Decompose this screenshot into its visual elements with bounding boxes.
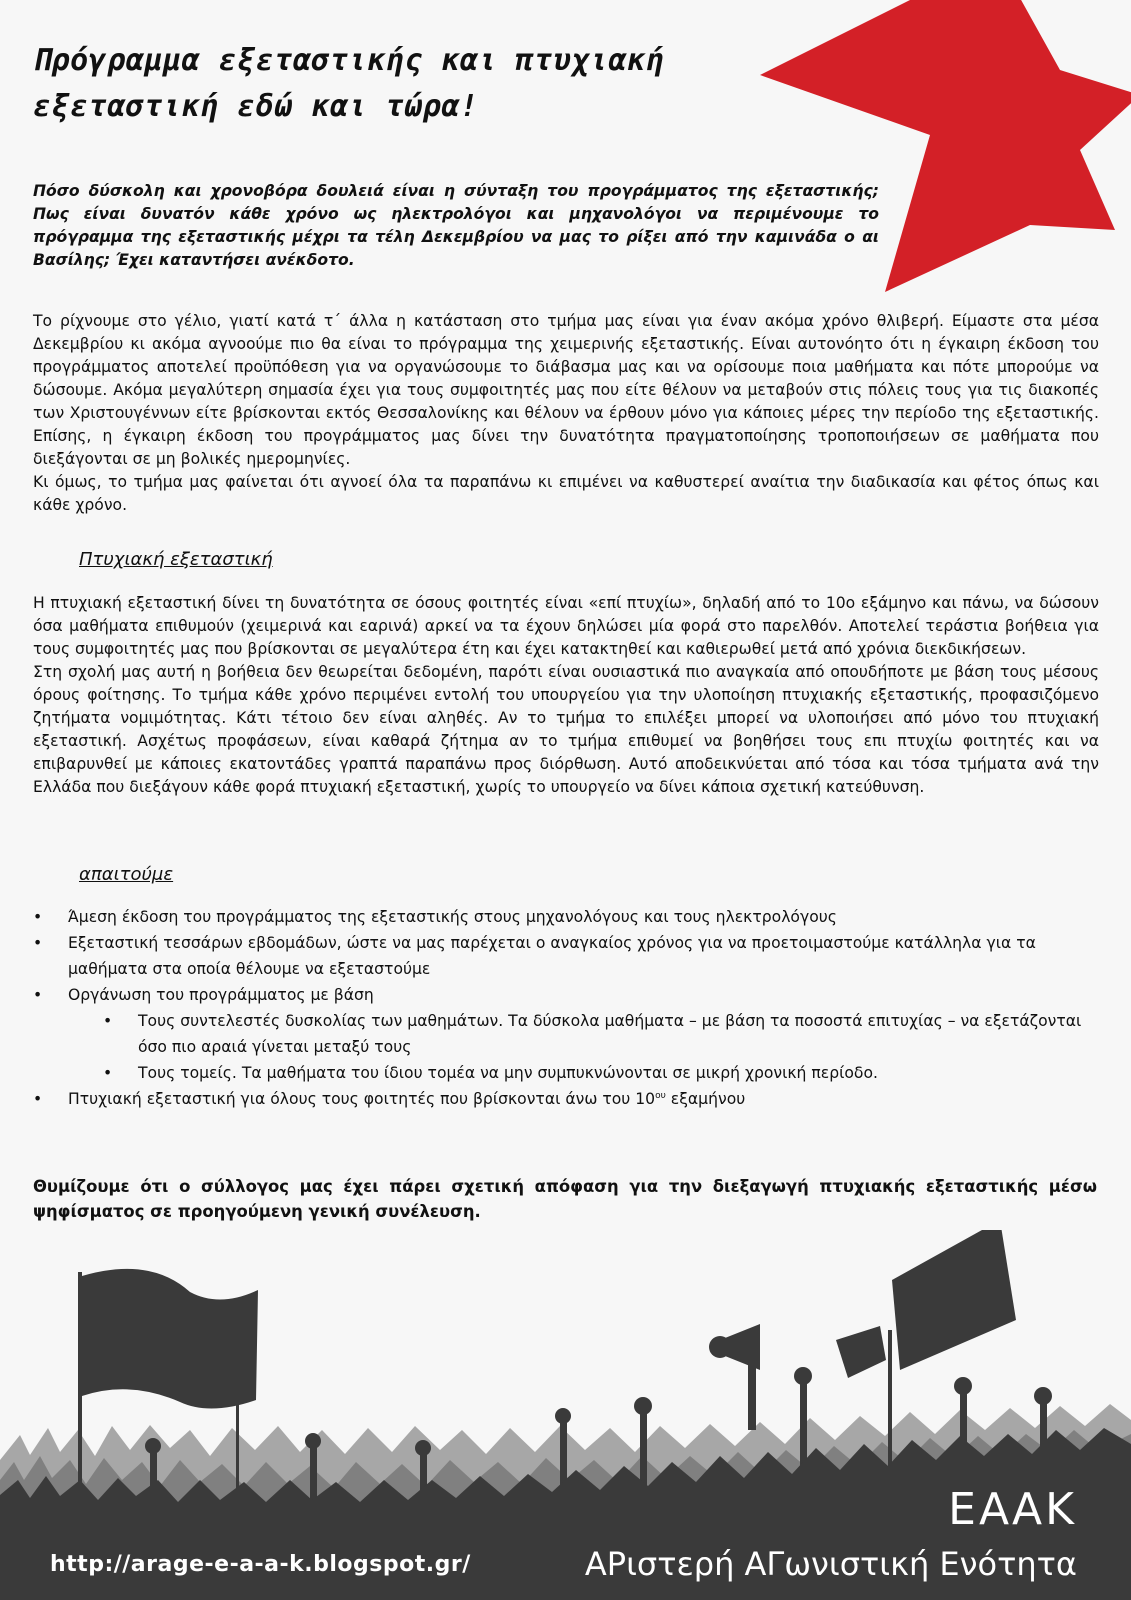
- intro-paragraph: Πόσο δύσκολη και χρονοβόρα δουλειά είναι η σύνταξη του προγράμματος της εξεταστικής; Πως είναι δυνατόν κάθε χρόνο ως ηλεκτρολόγοι και μηχανολόγοι να περιμένουμε το πρόγραμμα της εξεταστικής μέχρι τα τέλη Δεκεμβρίου να μας το ρίξει από την καμινάδα ο αι Βασίλης; Έχει καταντήσει ανέκδοτο.: [33, 182, 879, 269]
- demands-heading: απαιτούμε: [79, 864, 174, 885]
- title-line-1: Πρόγραμμα εξεταστικής και πτυχιακή: [33, 43, 665, 78]
- demand-item-4-superscript: ου: [655, 1090, 666, 1101]
- organization-name: ΑΡιστερή ΑΓωνιστική Ενότητα: [584, 1545, 1077, 1583]
- megaphone-icon: [709, 1324, 760, 1430]
- closing-statement: Θυμίζουμε ότι ο σύλλογος μας έχει πάρει σχετική απόφαση για την διεξαγωγή πτυχιακής εξεταστικής μέσω ψηφίσματος σε προηγούμενη γενική συνέλευση.: [33, 1177, 1097, 1221]
- demand-item-4-text: Πτυχιακή εξεταστική για όλους τους φοιτητές που βρίσκονται άνω του 10: [68, 1090, 656, 1108]
- thesis-exam-paragraph-1: Η πτυχιακή εξεταστική δίνει τη δυνατότητα σε όσους φοιτητές είναι «επί πτυχίω», δηλαδή από το 10ο εξάμηνο και πάνω, να δώσουν όσα μαθήματα επιθυμούν (χειμερινά και εαρινά) αρκεί να τα έχουν δηλώσει μία φορά στο παρελθόν. Αποτελεί τεράστια βοήθεια για τους συμφοιτητές μας που βρίσκονται σε μεγαλύτερα έτη και έχει κατακτηθεί και καθιερωθεί μετά από χρόνια διεκδικήσεων.: [33, 594, 1099, 658]
- thesis-exam-heading: Πτυχιακή εξεταστική: [79, 549, 273, 570]
- thesis-exam-paragraph-2: Στη σχολή μας αυτή η βοήθεια δεν θεωρείται δεδομένη, παρότι είναι ουσιαστικά πιο αναγκαία από οπουδήποτε με βάση τους μέσους όρους φοίτησης. Το τμήμα κάθε χρόνο περιμένει εντολή του υπουργείου για την υλοποίηση πτυχιακής εξεταστικής, προφασιζόμενο ζητήματα νομιμότητας. Κάτι τέτοιο δεν είναι αληθές. Αν το τμήμα το επιλέξει μπορεί να υλοποιήσει από μόνο του πτυχιακή εξεταστική. Ασχέτως προφάσεων, είναι καθαρά ζήτημα αν το τμήμα επιθυμεί να βοηθήσει τους επι πτυχίω φοιτητές και να επιβαρυνθεί με κάποιες εκατοντάδες γραπτά παραπάνω προς διόρθωση. Αυτό αποδεικνύεται από τόσα και τόσα τμήματα ανά την Ελλάδα που διεξάγουν κάθε φορά πτυχιακή εξεταστική, χωρίς το υπουργείο να δίνει κάποια σχετική κατεύθυνση.: [33, 663, 1099, 796]
- demand-item-3: [33, 982, 1093, 1086]
- demand-item-4-suffix: εξαμήνου: [665, 1090, 746, 1108]
- demand-subitem-1: • Τους συντελεστές δυσκολίας των μαθημάτων. Τα δύσκολα μαθήματα – με βάση τα ποσοστά επιτυχίας – να εξετάζονται όσο πιο αραιά γίνεται μεταξύ τους: [33, 1008, 1093, 1060]
- situation-paragraph-1: Το ρίχνουμε στο γέλιο, γιατί κατά τ΄ άλλα η κατάσταση στο τμήμα μας είναι για έναν ακόμα χρόνο θλιβερή. Είμαστε στα μέσα Δεκεμβρίου κι ακόμα αγνοούμε πιο θα είναι το πρόγραμμα της χειμερινής εξεταστικής. Είναι αυτονόητο ότι η έγκαιρη έκδοση του προγράμματος αποτελεί προϋπόθεση για να οργανώσουμε το διάβασμα μας και να ορίσουμε ποια μαθήματα και πότε μπορούμε να δώσουμε. Ακόμα μεγαλύτερη σημασία έχει για τους συμφοιτητές μας που είτε θέλουν να μεταβούν στις πόλεις τους για τις διακοπές των Χριστουγέννων είτε βρίσκονται εκτός Θεσσαλονίκης και θέλουν να έρθουν μόνο για κάποιες μέρες την περίοδο της εξεταστικής. Επίσης, η έγκαιρη έκδοση του προγράμματος μας δίνει την δυνατότητα πραγματοποίησης τροποποιήσεων σε μαθήματα που διεξάγονται σε μη βολικές ημερομηνίες.: [33, 312, 1099, 468]
- demand-sublist: [68, 1008, 1093, 1086]
- blog-url-link[interactable]: http://arage-e-a-a-k.blogspot.gr/: [50, 1552, 471, 1577]
- situation-paragraph-2: Κι όμως, το τμήμα μας φαίνεται ότι αγνοεί όλα τα παραπάνω κι επιμένει να καθυστερεί αναίτια την διαδικασία και φέτος όπως και κάθε χρόνο.: [33, 473, 1099, 514]
- organization-abbreviation: ΕΑΑΚ: [948, 1484, 1077, 1535]
- small-flag: [836, 1326, 886, 1378]
- situation-section: [33, 310, 1099, 517]
- page-title: [33, 38, 773, 130]
- demands-list: [33, 904, 1093, 1112]
- demand-item-2: • Εξεταστική τεσσάρων εβδομάδων, ώστε να μας παρέχεται ο αναγκαίος χρόνος για να προετοιμαστούμε κατάλληλα για τα μαθήματα στα οποία θέλουμε να εξεταστούμε: [33, 930, 1093, 982]
- thesis-exam-section: [33, 592, 1099, 799]
- demand-item-3-label: Οργάνωση του προγράμματος με βάση: [68, 986, 374, 1004]
- title-line-2: εξεταστική εδώ και τώρα!: [33, 89, 479, 124]
- demand-subitem-2: • Τους τομείς. Τα μαθήματα του ίδιου τομέα να μην συμπυκνώνονται σε μικρή χρονική περίοδο.: [33, 1060, 1093, 1086]
- demand-item-1: • Άμεση έκδοση του προγράμματος της εξεταστικής στους μηχανολόγους και τους ηλεκτρολόγους: [33, 904, 1093, 930]
- demand-item-4: [33, 1086, 1093, 1112]
